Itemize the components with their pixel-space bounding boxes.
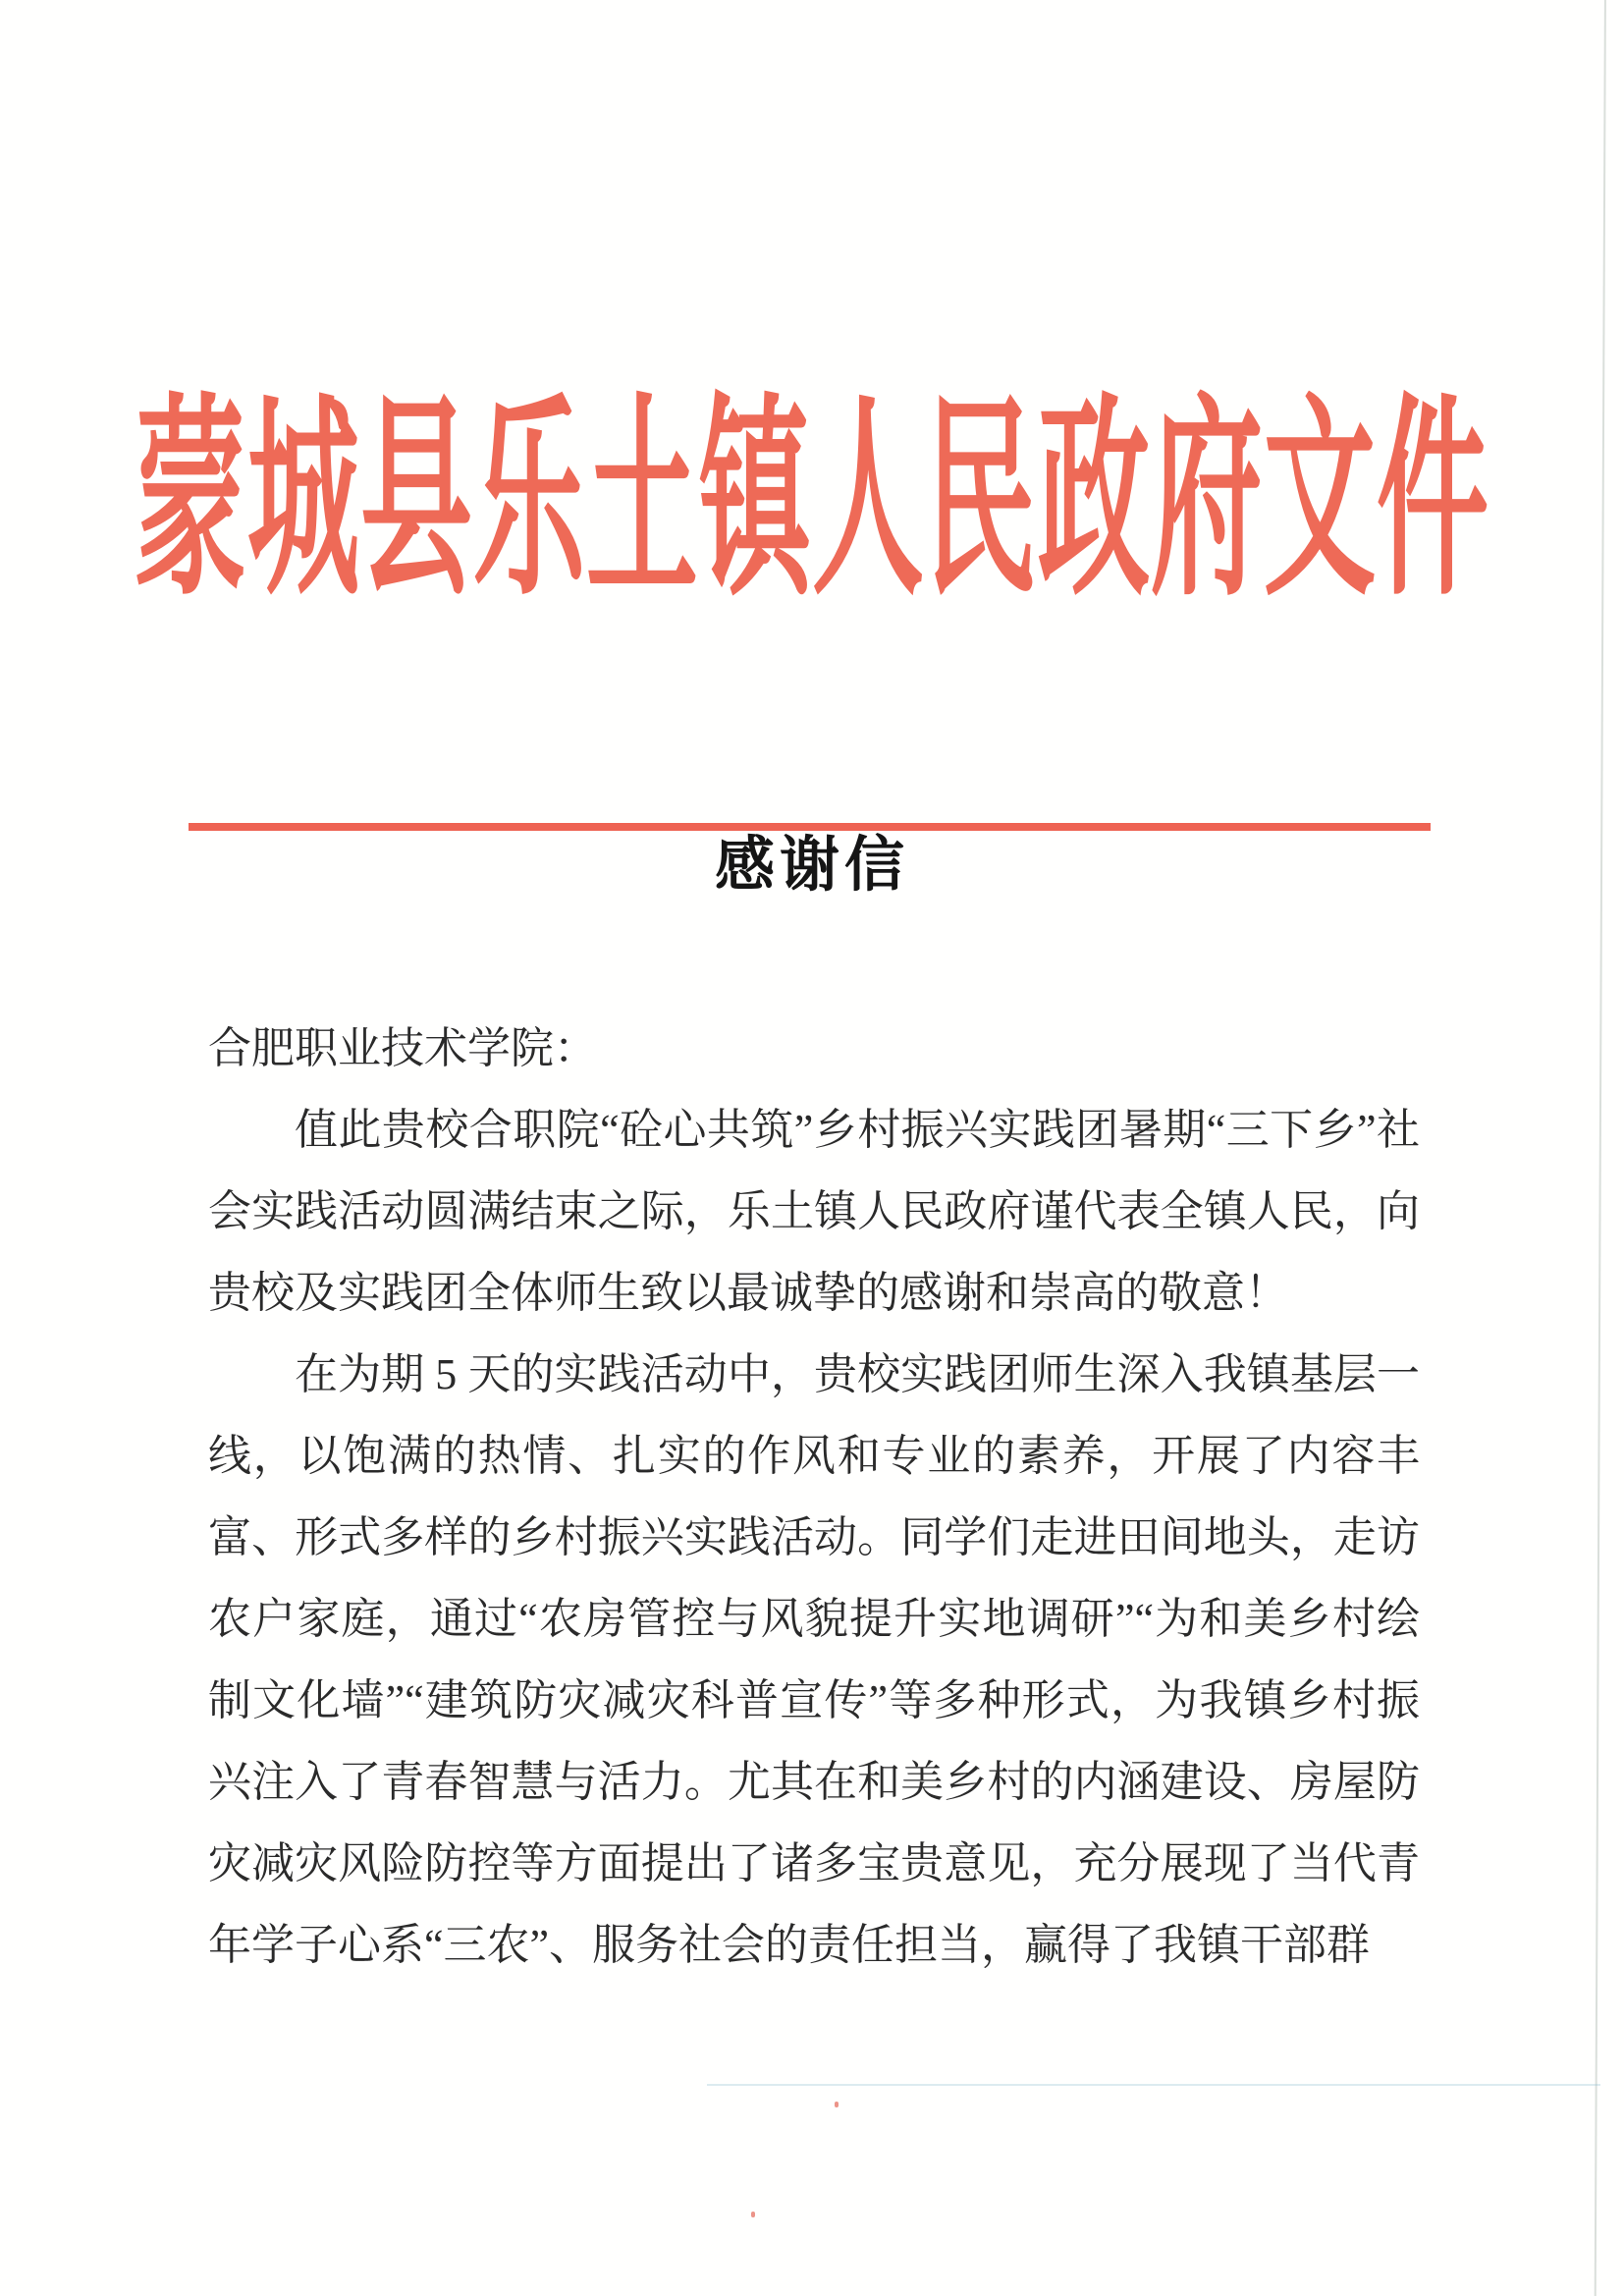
scan-artifact-speck (751, 2212, 755, 2217)
letter-body (208, 1008, 1420, 1986)
letter-title: 感谢信 (714, 833, 909, 899)
agency-header-title: 蒙城县乐土镇人民政府文件 (134, 381, 1489, 622)
scan-artifact-vertical-streak (1595, 0, 1606, 2296)
letter-paragraph: 在为期 5 天的实践活动中，贵校实践团师生深入我镇基层一线，以饱满的热情、扎实的作风和专业的素养，开展了内容丰富、形式多样的乡村振兴实践活动。同学们走进田间地头，走访农户家庭，通过“农房管控与风貌提升实地调研”“为和美乡村绘制文化墙”“建筑防灾减灾科普宣传”等多种形式，为我镇乡村振兴注入了青春智慧与活力。尤其在和美乡村的内涵建设、房屋防灾减灾风险防控等方面提出了诸多宝贵意见，充分展现了当代青年学子心系“三农”、服务社会的责任担当，赢得了我镇干部群 (208, 1350, 1420, 1969)
salutation: 合肥职业技术学院： (208, 1024, 597, 1072)
scan-artifact-bottom-streak (707, 2084, 1600, 2086)
red-separator-line (189, 823, 1431, 831)
letter-paragraph: 值此贵校合职院“砼心共筑”乡村振兴实践团暑期“三下乡”社会实践活动圆满结束之际，乐土镇人民政府谨代表全镇人民，向贵校及实践团全体师生致以最诚挚的感谢和崇高的敬意！ (208, 1106, 1420, 1317)
scan-artifact-speck (835, 2102, 839, 2107)
